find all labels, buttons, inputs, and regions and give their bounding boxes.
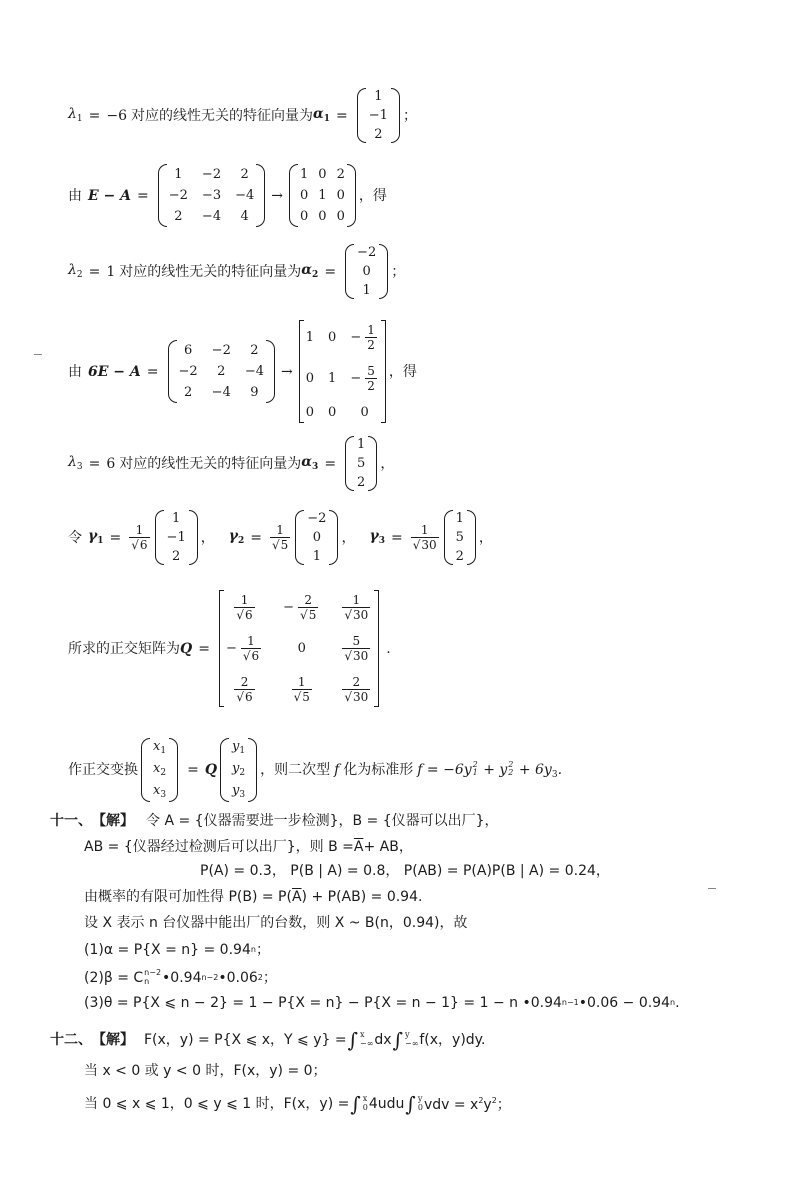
integral-sign: ∫ [347, 1028, 359, 1052]
section-12-head: 【解】 [92, 1032, 134, 1048]
lambda-symbol: λ [68, 454, 77, 470]
matrix-q: $\frac{1}{√6}$ − $\frac{2}{√5}$ $\frac{1}{√30}$ − $\frac{1}{√6}$ 0 $\frac{5}{√30}$ $\frac{2}{√6}$ $\frac{1}{√5}$ $\frac{2}{√30}$ [219, 590, 379, 707]
row-reduction-line-1: 由 E − A = 1 −2 2 −2 −3 −4 2 −4 4 → 1 0 2 0 1 0 0 0 0 ，得 [68, 164, 387, 227]
scan-mark [34, 354, 42, 355]
section-11-number: 十一、 [50, 813, 92, 829]
matrix-reduced-1: 1 0 2 0 1 0 0 0 0 [289, 164, 356, 227]
matrix-reduced-2: 1 0 − $\frac{1}{2}$ 0 1 − $\frac{5}{2}$ 0 0 0 [299, 320, 386, 423]
gamma-symbol: $\gamma_2$ [228, 528, 245, 546]
integral-sign: ∫ [350, 1092, 361, 1116]
eigen-line-1: $\lambda_1$ = −6 对应的线性无关的特征向量为 $\alpha_1$ = 1 −1 2 ； [68, 89, 417, 142]
row-reduction-line-2: 由 6E − A = 6 −2 2 −2 2 −4 2 −4 9 → 1 0 − $\frac{1}{2}$ 0 1 − $\frac{5}{2}$ 0 0 0 ，得 [68, 320, 417, 423]
section-12-line-2: 当 x < 0 或 y < 0 时，F(x，y) = 0； [84, 1063, 327, 1079]
alpha-symbol: $\alpha_3$ [301, 454, 319, 472]
lambda-symbol: λ [68, 262, 77, 278]
section-11-line-3: P(A) = 0.3， P(B | A) = 0.8， P(AB) = P(A)P(B | A) = 0.24， [200, 863, 610, 879]
vector-y: $y_1$ $y_2$ $y_3$ [220, 738, 257, 802]
eigenvector-matrix: 1 −1 2 [357, 88, 400, 143]
normalized-vectors-line: 令 $\gamma_1$ = $\frac{1}{√6}$ 1 −1 2 ， $\gamma_2$ = $\frac{1}{√5}$ −2 0 1 ， $\gamma_3$ = $\frac{1}{√30}$ 1 5 2 ， [68, 511, 493, 564]
eigenvector-matrix: 1 5 2 [345, 436, 377, 491]
section-11-line-2: AB = {仪器经过检测后可以出厂}，则 B = $\overline{A}$ + AB， [84, 839, 413, 855]
alpha-symbol: $\alpha_2$ [301, 262, 319, 280]
gamma-symbol: $\gamma_1$ [88, 528, 104, 546]
section-12-line-3: 当 0 ⩽ x ⩽ 1，0 ⩽ y ⩽ 1 时，F(x，y) = ∫ x 0 4udu ∫ y 0 vdv = $x^2y^2$； [84, 1092, 511, 1116]
eigen-line-3: $\lambda_3$ = 6 对应的线性无关的特征向量为 $\alpha_3$ = 1 5 2 ， [68, 437, 395, 490]
orthogonal-matrix-line: 所求的正交矩阵为 Q = $\frac{1}{√6}$ − $\frac{2}{√5}$ $\frac{1}{√30}$ − $\frac{1}{√6}$ 0 $\frac{5}{√30}$ $\frac{2}{√6}$ $\frac{1}{√5}$ $\frac{2}{√30}$ . [68, 590, 391, 707]
matrix-6e-minus-a: 6 −2 2 −2 2 −4 2 −4 9 [168, 340, 276, 403]
integral-sign: ∫ [405, 1092, 416, 1116]
alpha-symbol: $\alpha_1$ [312, 106, 331, 124]
integral-sign: ∫ [392, 1028, 403, 1052]
section-11-heading-line: 十一、 【解】 令 A = {仪器需要进一步检测}，B = {仪器可以出厂}， [50, 813, 499, 829]
scan-mark [708, 888, 716, 889]
section-11-line-5: 设 X 表示 n 台仪器中能出厂的台数，则 X ~ B(n，0.94)，故 [84, 915, 468, 931]
arrow-icon: → [281, 363, 293, 380]
eigen-line-2: $\lambda_2$ = 1 对应的线性无关的特征向量为 $\alpha_2$ = −2 0 1 ； [68, 245, 406, 298]
vector-x: $x_1$ $x_2$ $x_3$ [141, 738, 178, 802]
lambda-symbol: λ [68, 106, 77, 122]
matrix-e-minus-a: 1 −2 2 −2 −3 −4 2 −4 4 [158, 164, 266, 227]
section-11-item-1: (1)α = P{X = n} = 0.94 n ； [84, 942, 270, 958]
section-12-heading-line: 十二、 【解】 F(x，y) = P{X ⩽ x，Y ⩽ y} = ∫ x −∞ dx ∫ y −∞ f(x，y)dy. [50, 1028, 486, 1052]
gamma-symbol: $\gamma_3$ [369, 528, 385, 546]
eigenvector-matrix: −2 0 1 [345, 244, 388, 299]
section-11-head: 【解】 [92, 813, 134, 829]
orthogonal-transform-line: 作正交变换 $x_1$ $x_2$ $x_3$ = Q $y_1$ $y_2$ $y_3$ ，则二次型 f 化为标准形 f = −6y 2 1 + y 2 2 + $6y_3$. [68, 739, 563, 800]
section-11-line-4: 由概率的有限可加性得 P(B) = P( $\overline{A}$ ) + P(AB) = 0.94. [84, 889, 423, 905]
section-12-number: 十二、 [50, 1032, 92, 1048]
section-11-item-2: (2)β = C n−2 n •0.94 n−2 •0.06 2 ； [84, 968, 277, 986]
section-11-item-3: (3)θ = P{X ⩽ n − 2} = 1 − P{X = n} − P{X = n − 1} = 1 − n •0.94 n−1 •0.06 − 0.94 n . [84, 995, 680, 1011]
arrow-icon: → [271, 187, 283, 204]
